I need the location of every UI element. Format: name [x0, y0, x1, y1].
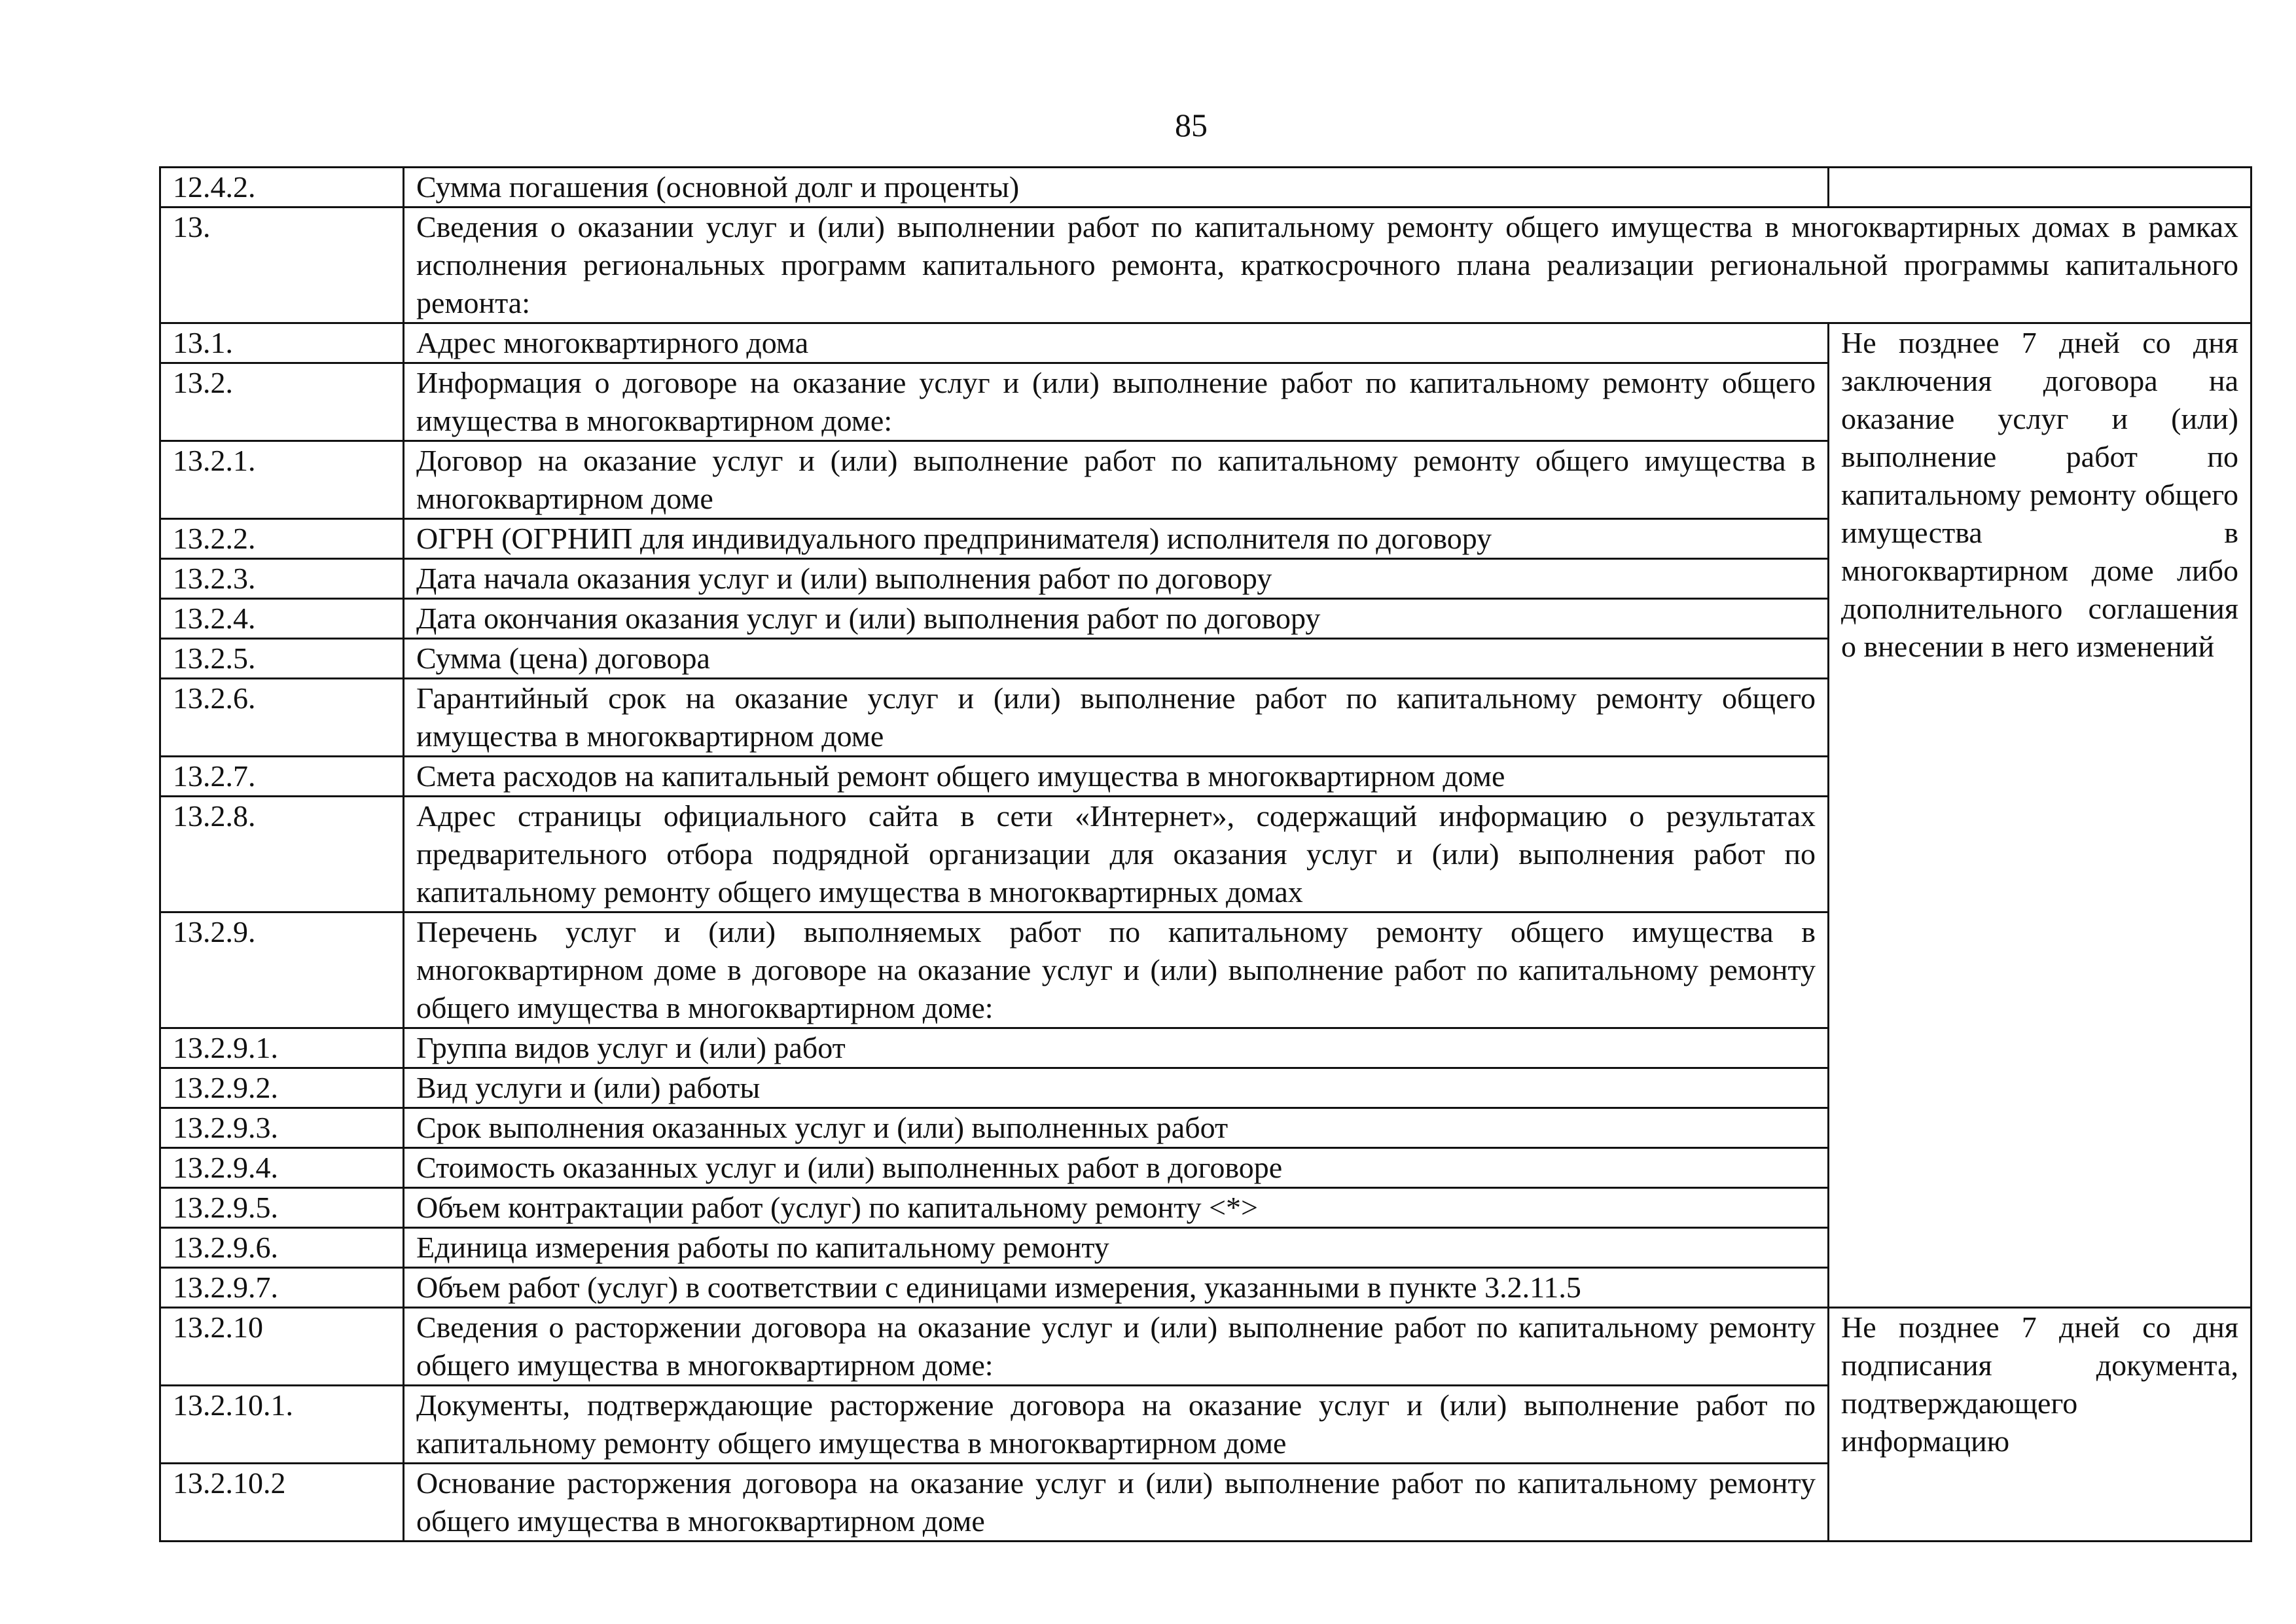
row-number: 13.2.4. [160, 599, 404, 639]
row-description: Сумма (цена) договора [404, 639, 1829, 679]
row-description: Стоимость оказанных услуг и (или) выполненных работ в договоре [404, 1148, 1829, 1188]
row-number: 13.2.10.2 [160, 1464, 404, 1542]
row-description: Дата начала оказания услуг и (или) выполнения работ по договору [404, 559, 1829, 599]
row-description: Объем работ (услуг) в соответствии с единицами измерения, указанными в пункте 3.2.11.5 [404, 1268, 1829, 1308]
row-description: Основание расторжения договора на оказание услуг и (или) выполнение работ по капитальному ремонту общего имущества в многоквартирном доме [404, 1464, 1829, 1542]
row-description: Сумма погашения (основной долг и проценты) [404, 168, 1829, 208]
row-number: 13.2.10 [160, 1308, 404, 1386]
row-description: Перечень услуг и (или) выполняемых работ по капитальному ремонту общего имущества в многоквартирном доме в договоре на оказание услуг и (или) выполнение работ по капитальному ремонту общего имущества в многоквартирном доме: [404, 912, 1829, 1028]
row-description: Дата окончания оказания услуг и (или) выполнения работ по договору [404, 599, 1829, 639]
row-description: Гарантийный срок на оказание услуг и (или) выполнение работ по капитальному ремонту общего имущества в многоквартирном доме [404, 679, 1829, 757]
row-number: 13.2.9.2. [160, 1068, 404, 1108]
row-description: Информация о договоре на оказание услуг и (или) выполнение работ по капитальному ремонту общего имущества в многоквартирном доме: [404, 363, 1829, 441]
row-number: 13.1. [160, 323, 404, 363]
row-number: 12.4.2. [160, 168, 404, 208]
row-number: 13.2.2. [160, 519, 404, 559]
row-number: 13.2.9.7. [160, 1268, 404, 1308]
row-number: 13.2.6. [160, 679, 404, 757]
row-number: 13.2.8. [160, 797, 404, 912]
row-description: Адрес многоквартирного дома [404, 323, 1829, 363]
disclosure-table [159, 166, 2252, 1542]
row-number: 13.2.9.5. [160, 1188, 404, 1228]
row-description: Смета расходов на капитальный ремонт общего имущества в многоквартирном доме [404, 757, 1829, 797]
empty-deadline-cell [1829, 168, 2251, 208]
table-row [160, 323, 2251, 363]
table-row [160, 1308, 2251, 1386]
row-number: 13.2.9.6. [160, 1228, 404, 1268]
row-number: 13.2.9. [160, 912, 404, 1028]
table-row [160, 168, 2251, 208]
row-description: ОГРН (ОГРНИП для индивидуального предпринимателя) исполнителя по договору [404, 519, 1829, 559]
row-number: 13. [160, 208, 404, 323]
row-description: Адрес страницы официального сайта в сети «Интернет», содержащий информацию о результатах предварительного отбора подрядной организации для оказания услуг и (или) выполнения работ по капитальному ремонту общего имущества в многоквартирных домах [404, 797, 1829, 912]
row-number: 13.2.3. [160, 559, 404, 599]
deadline-contract: Не позднее 7 дней со дня заключения договора на оказание услуг и (или) выполнение работ по капитальному ремонту общего имущества в многоквартирном доме либо дополнительного соглашения о внесении в него изменений [1829, 323, 2251, 1308]
row-description: Вид услуги и (или) работы [404, 1068, 1829, 1108]
row-number: 13.2.10.1. [160, 1386, 404, 1464]
row-number: 13.2.9.4. [160, 1148, 404, 1188]
row-description: Срок выполнения оказанных услуг и (или) выполненных работ [404, 1108, 1829, 1148]
row-number: 13.2.1. [160, 441, 404, 519]
table-row [160, 208, 2251, 323]
row-number: 13.2.9.3. [160, 1108, 404, 1148]
row-description: Единица измерения работы по капитальному ремонту [404, 1228, 1829, 1268]
row-description: Договор на оказание услуг и (или) выполнение работ по капитальному ремонту общего имущества в многоквартирном доме [404, 441, 1829, 519]
row-number: 13.2.7. [160, 757, 404, 797]
row-description: Сведения о расторжении договора на оказание услуг и (или) выполнение работ по капитальному ремонту общего имущества в многоквартирном доме: [404, 1308, 1829, 1386]
row-description: Группа видов услуг и (или) работ [404, 1028, 1829, 1068]
row-description: Документы, подтверждающие расторжение договора на оказание услуг и (или) выполнение работ по капитальному ремонту общего имущества в многоквартирном доме [404, 1386, 1829, 1464]
section-heading: Сведения о оказании услуг и (или) выполнении работ по капитальному ремонту общего имущества в многоквартирных домах в рамках исполнения региональных программ капитального ремонта, краткосрочного плана реализации региональной программы капитального ремонта: [404, 208, 2251, 323]
page-number: 85 [1175, 107, 1208, 143]
row-number: 13.2.5. [160, 639, 404, 679]
deadline-termination: Не позднее 7 дней со дня подписания документа, подтверждающего информацию [1829, 1308, 2251, 1542]
row-number: 13.2.9.1. [160, 1028, 404, 1068]
row-description: Объем контрактации работ (услуг) по капитальному ремонту <*> [404, 1188, 1829, 1228]
row-number: 13.2. [160, 363, 404, 441]
